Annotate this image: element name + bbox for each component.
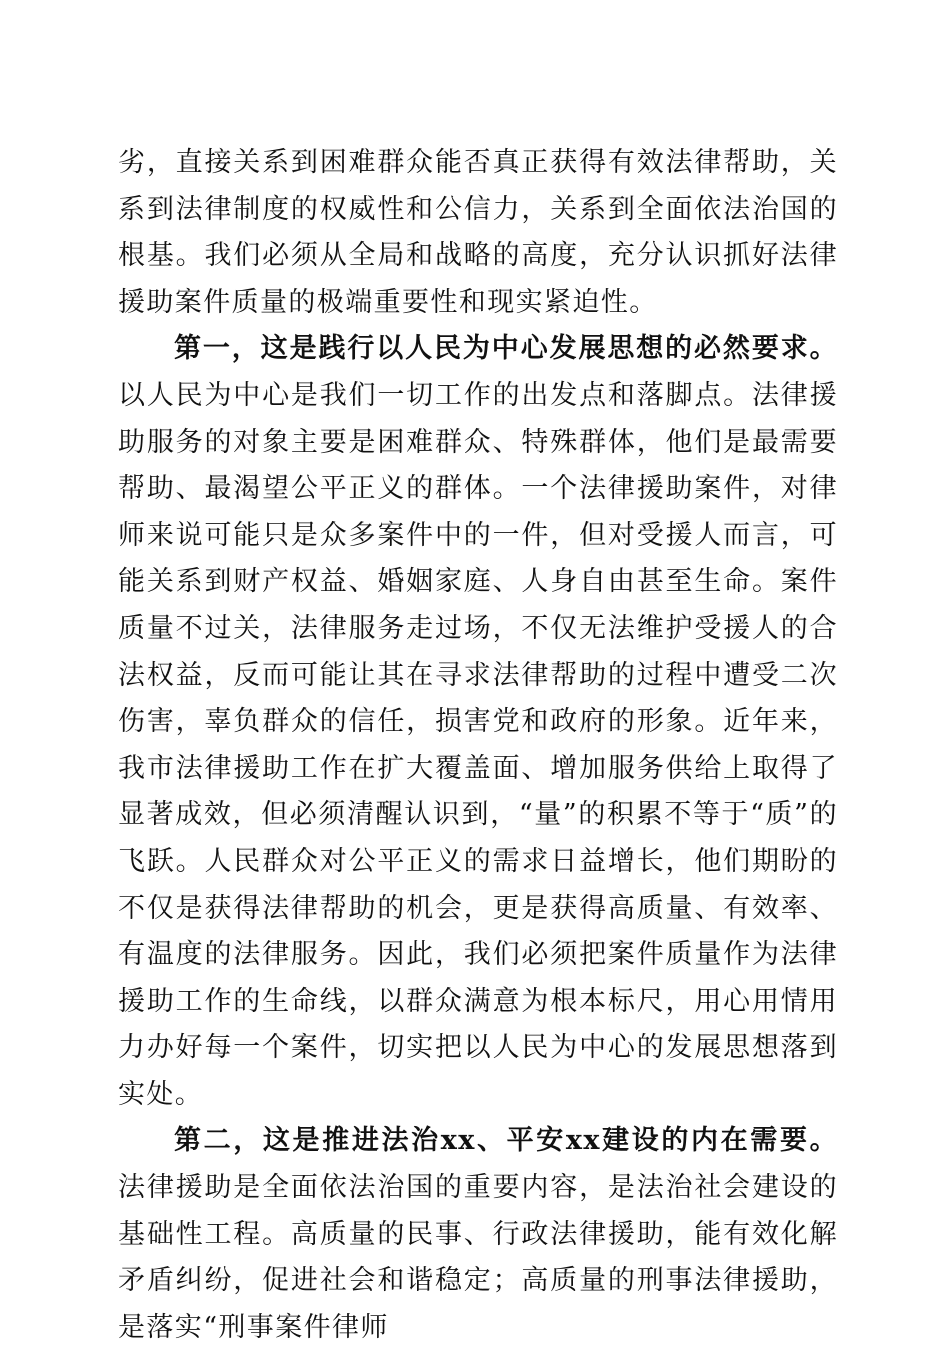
paragraph-text: 劣，直接关系到困难群众能否真正获得有效法律帮助，关系到法律制度的权威性和公信力，关系到全面依法治国的根基。我们必须从全局和战略的高度，充分认识抓好法律援助案件质量的极端重要性和现实紧迫性。	[118, 147, 838, 318]
paragraph-first-point	[118, 326, 838, 1118]
paragraph-continuation	[118, 140, 838, 326]
document-body	[118, 140, 838, 1351]
paragraph-second-point	[118, 1118, 838, 1351]
paragraph-text: 法律援助是全面依法治国的重要内容，是法治社会建设的基础性工程。高质量的民事、行政法律援助，能有效化解矛盾纠纷，促进社会和谐稳定；高质量的刑事法律援助，是落实“刑事案件律师	[118, 1172, 838, 1343]
paragraph-heading: 第二，这是推进法治xx、平安xx建设的内在需要。	[174, 1125, 838, 1157]
paragraph-text: 以人民为中心是我们一切工作的出发点和落脚点。法律援助服务的对象主要是困难群众、特殊群体，他们是最需要帮助、最渴望公平正义的群体。一个法律援助案件，对律师来说可能只是众多案件中的一件，但对受援人而言，可能关系到财产权益、婚姻家庭、人身自由甚至生命。案件质量不过关，法律服务走过场，不仅无法维护受援人的合法权益，反而可能让其在寻求法律帮助的过程中遭受二次伤害，辜负群众的信任，损害党和政府的形象。近年来，我市法律援助工作在扩大覆盖面、增加服务供给上取得了显著成效，但必须清醒认识到，“量”的积累不等于“质”的飞跃。人民群众对公平正义的需求日益增长，他们期盼的不仅是获得法律帮助的机会，更是获得高质量、有效率、有温度的法律服务。因此，我们必须把案件质量作为法律援助工作的生命线，以群众满意为根本标尺，用心用情用力办好每一个案件，切实把以人民为中心的发展思想落到实处。	[118, 379, 838, 1110]
paragraph-heading: 第一，这是践行以人民为中心发展思想的必然要求。	[174, 333, 838, 365]
